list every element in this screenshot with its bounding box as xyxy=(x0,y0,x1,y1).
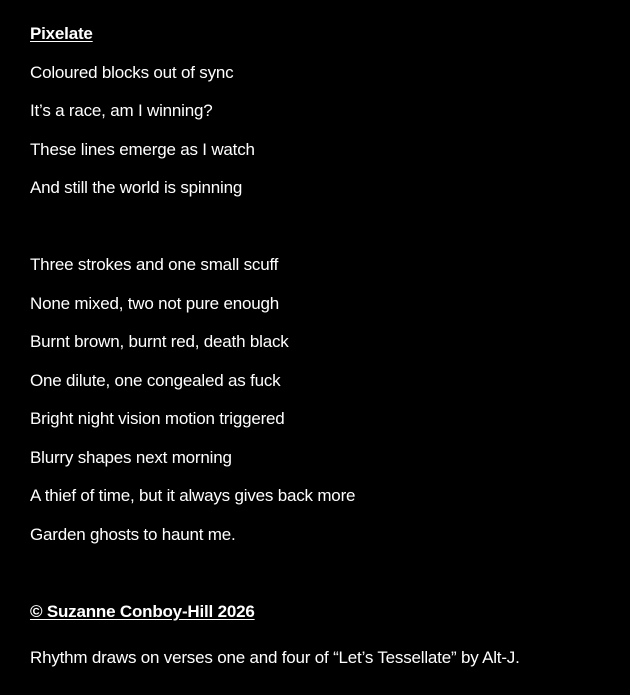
poem-line: Burnt brown, burnt red, death black xyxy=(30,332,289,351)
poem-line: Bright night vision motion triggered xyxy=(30,409,285,428)
poem-line: A thief of time, but it always gives back more xyxy=(30,486,356,505)
poem-title: Pixelate xyxy=(30,24,93,43)
poem-line: One dilute, one congealed as fuck xyxy=(30,371,281,390)
poem-line: Coloured blocks out of sync xyxy=(30,63,234,82)
poem-line: Three strokes and one small scuff xyxy=(30,255,279,274)
poem-line: Blurry shapes next morning xyxy=(30,448,232,467)
poem-line: It’s a race, am I winning? xyxy=(30,101,213,120)
poem-line: These lines emerge as I watch xyxy=(30,140,255,159)
poem-line: Garden ghosts to haunt me. xyxy=(30,525,236,544)
copyright-notice: © Suzanne Conboy-Hill 2026 xyxy=(30,602,255,621)
poem-line: And still the world is spinning xyxy=(30,178,243,197)
attribution-note: Rhythm draws on verses one and four of “Let’s Tessellate” by Alt-J. xyxy=(30,648,520,667)
poem-line: None mixed, two not pure enough xyxy=(30,294,279,313)
